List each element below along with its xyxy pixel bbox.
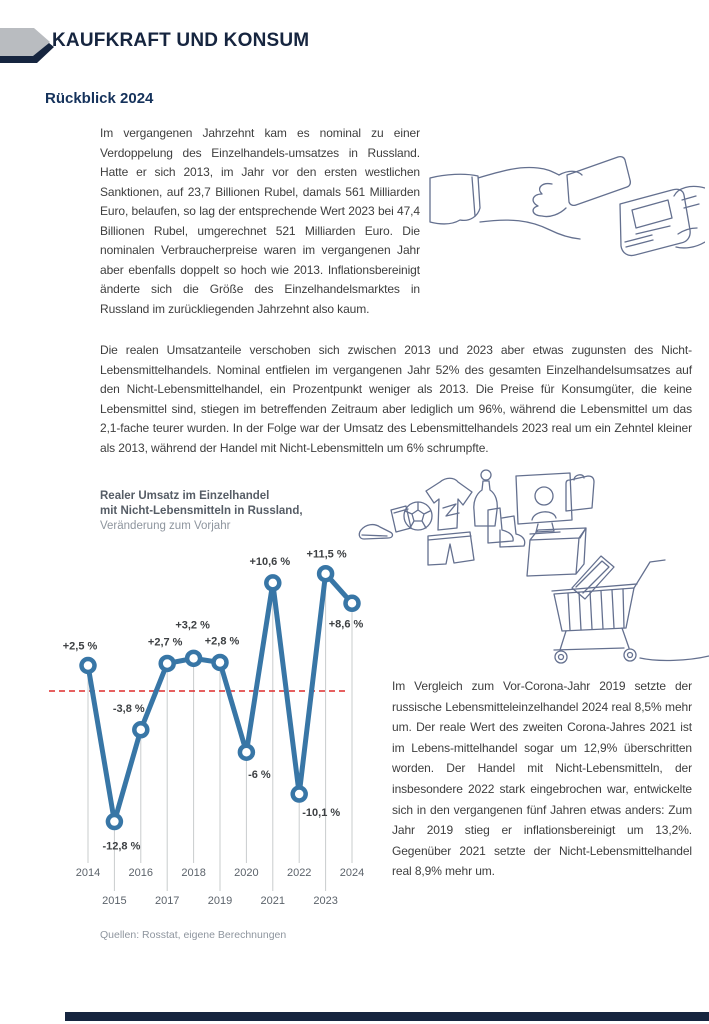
data-point-marker xyxy=(240,746,253,759)
x-axis-year-label: 2023 xyxy=(313,895,338,907)
shopping-cart-illustration xyxy=(358,468,709,673)
x-axis-year-label: 2022 xyxy=(286,867,312,879)
data-point-marker xyxy=(134,723,147,736)
page-title: KAUFKRAFT UND KONSUM xyxy=(52,30,310,51)
x-axis-year-label: 2021 xyxy=(260,895,286,907)
data-point-marker xyxy=(266,576,279,589)
x-axis-year-label: 2019 xyxy=(207,895,233,907)
data-point-label: +3,2 % xyxy=(175,619,210,632)
data-point-label: +2,7 % xyxy=(147,636,183,649)
chart-title xyxy=(100,489,303,534)
footer-rule xyxy=(65,1012,709,1021)
data-point-label: +11,5 % xyxy=(306,548,347,561)
data-point-marker xyxy=(82,659,95,672)
data-point-marker xyxy=(346,597,359,610)
section-heading: Rückblick 2024 xyxy=(45,90,154,107)
data-point-marker xyxy=(293,788,306,801)
x-axis-year-label: 2016 xyxy=(128,867,154,879)
x-axis-year-label: 2017 xyxy=(154,895,180,907)
card-payment-illustration xyxy=(420,138,705,278)
x-axis-year-label: 2024 xyxy=(339,867,365,879)
data-point-label: +10,6 % xyxy=(249,555,291,568)
x-axis-year-label: 2014 xyxy=(75,867,101,879)
data-point-marker xyxy=(214,656,227,669)
data-point-marker xyxy=(319,567,332,580)
data-point-label: +2,5 % xyxy=(62,640,98,653)
data-point-marker xyxy=(161,657,174,670)
chart-title-line1: Realer Umsatz im Einzelhandel xyxy=(100,490,270,502)
x-axis-year-label: 2020 xyxy=(234,867,259,879)
data-point-label: -6 % xyxy=(248,769,271,782)
data-point-label: -3,8 % xyxy=(112,702,145,715)
paragraph-retail-turnover: Im vergangenen Jahrzehnt kam es nominal zu einer Verdoppelung des Einzelhandels-umsatzes in Russland. Hatte er sich 2013, im Jahr vor den ersten westlichen Sanktionen, auf 23,7 Billionen Rubel, damals 561 Milliarden Euro, belaufen, so lag der entsprechende Wert 2023 bei 47,4 Billionen Rubel, umgerechnet 521 Milliarden Euro. Die nominalen Verbraucherpreise waren im vergangenen Jahr aber ebenfalls doppelt so hoch wie 2013. Inflationsbereinigt änderte sich die Größe des Einzelhandelsmarktes in Russland im zurückliegenden Jahrzehnt also kaum. xyxy=(100,126,420,316)
chart-title-line2: mit Nicht-Lebensmitteln in Russland, xyxy=(100,505,303,517)
data-point-label: -10,1 % xyxy=(302,807,341,820)
paragraph-real-shares: Die realen Umsatzanteile verschoben sich zwischen 2013 und 2023 aber etwas zugunsten des Nicht-Lebensmittelhandels. Nominal entfielen im vergangenen Jahr 52% des gesamten Einzelhandelsumsatzes auf den Nicht-Lebensmittelhandel, ein Prozentpunkt weniger als 2013. Die Preise für Konsumgüter, die keine Lebensmittel sind, stiegen im betreffenden Zeitraum aber lediglich um 96%, während die Lebensmittel um das 2,1-fache teurer wurden. In der Folge war der Umsatz des Lebensmittelhandels 2023 real um ein Zehntel kleiner als 2013, während der Handel mit Nicht-Lebensmitteln um 6% schrumpfte. xyxy=(100,343,692,455)
data-point-label: -12,8 % xyxy=(102,840,141,853)
data-point-marker xyxy=(187,652,200,665)
x-axis-year-label: 2018 xyxy=(181,867,206,879)
x-axis-year-label: 2015 xyxy=(102,895,127,907)
line-chart-real-nonfood-retail xyxy=(45,545,395,917)
data-point-marker xyxy=(108,815,121,828)
chart-source: Quellen: Rosstat, eigene Berechnungen xyxy=(100,929,287,941)
paragraph-corona-comparison: Im Vergleich zum Vor-Corona-Jahr 2019 setzte der russische Lebensmitteleinzelhandel 2024 real 8,5% mehr um. Der reale Wert des zweiten Corona-Jahres 2021 ist im Lebens-mittelhandel sogar um 12,9% überschritten worden. Der Handel mit Nicht-Lebensmitteln, der insbesondere 2022 stark eingebrochen war, entwickelte sich in den vergangenen fünf Jahren etwas anders: Zum Jahr 2019 stieg er inflationsbereinigt um 13,2%. Gegenüber 2021 setzte der Nicht-Lebensmittelhandel real 8,9% mehr um. xyxy=(392,679,692,879)
chart-subtitle: Veränderung zum Vorjahr xyxy=(100,520,231,532)
data-point-label: +8,6 % xyxy=(328,618,364,631)
data-point-label: +2,8 % xyxy=(204,635,240,648)
